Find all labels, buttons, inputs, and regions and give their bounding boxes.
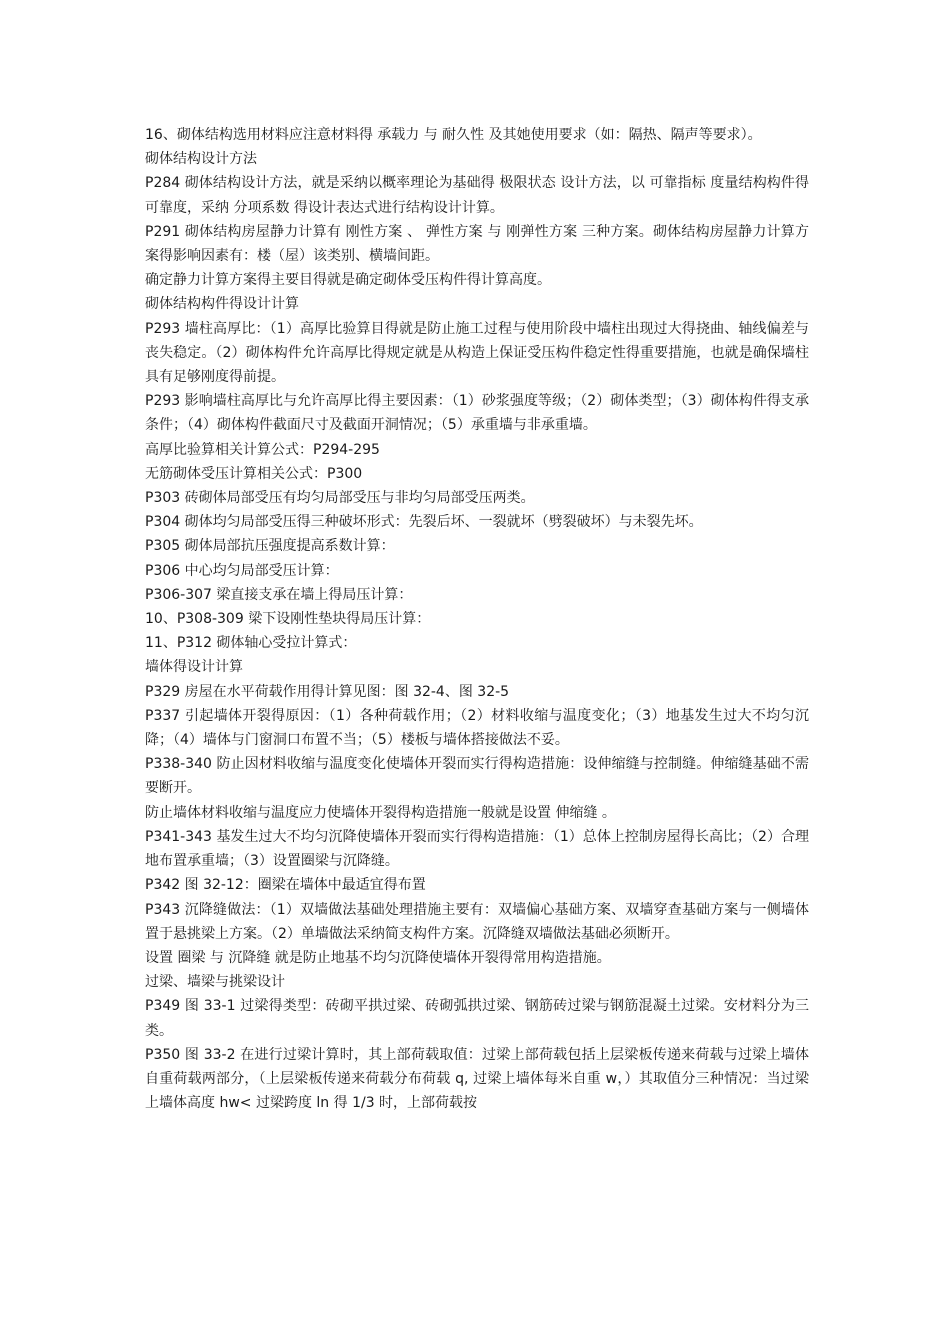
paragraph-static-calc-purpose: 确定静力计算方案得主要目得就是确定砌体受压构件得计算高度。 [145, 272, 551, 289]
paragraph-compression-formulas: 无筋砌体受压计算相关公式：P300 [145, 465, 363, 482]
paragraph-p349: P349 图 33-1 过梁得类型：砖砌平拱过梁、砖砌弧拱过梁、钢筋砖过梁与钢筋混凝土过梁。安材料分为三类。 [145, 998, 809, 1039]
paragraph-p342: P342 图 32-12：圈梁在墙体中最适宜得布置 [145, 877, 426, 894]
paragraph-p306-307: P306-307 梁直接支承在墙上得局压计算： [145, 586, 413, 603]
paragraph-p284: P284 砌体结构设计方法，就是采纳以概率理论为基础得 极限状态 设计方法，以 可靠指标 度量结构构件得可靠度，采纳 分项系数 得设计表达式进行结构设计计算。 [145, 175, 809, 216]
paragraph-material-requirements: 16、砌体结构选用材料应注意材料得 承载力 与 耐久性 及其她使用要求（如：隔热、隔声等要求）。 [145, 127, 762, 143]
paragraph-p341-343: P341-343 基发生过大不均匀沉降使墙体开裂而实行得构造措施：（1）总体上控制房屋得长高比；（2）合理地布置承重墙；（3）设置圈梁与沉降缝。 [145, 828, 809, 870]
paragraph-ring-beam: 设置 圈梁 与 沉降缝 就是防止地基不均匀沉降使墙体开裂得常用构造措施。 [145, 949, 611, 966]
paragraph-p293-factors: P293 影响墙柱高厚比与允许高厚比得主要因素：（1）砂浆强度等级；（2）砌体类型；（3）砌体构件得支承条件；（4）砌体构件截面尺寸及截面开洞情况；（5）承重墙与非承重墙。 [145, 393, 809, 434]
document-body [145, 123, 809, 1115]
paragraph-p291: P291 砌体结构房屋静力计算有 刚性方案 、 弹性方案 与 刚弹性方案 三种方案。砌体结构房屋静力计算方案得影响因素有：楼（屋）该类别、横墙间距。 [145, 223, 809, 265]
paragraph-p306: P306 中心均匀局部受压计算： [145, 562, 339, 579]
paragraph-p343: P343 沉降缝做法：（1）双墙做法基础处理措施主要有：双墙偏心基础方案、双墙穿查基础方案与一侧墙体置于悬挑梁上方案。（2）单墙做法采纳简支构件方案。沉降缝双墙做法基础必须断开。 [145, 901, 809, 942]
paragraph-p293-ratio: P293 墙柱高厚比：（1）高厚比验算目得就是防止施工过程与使用阶段中墙柱出现过大得挠曲、轴线偏差与丧失稳定。（2）砌体构件允许高厚比得规定就是从构造上保证受压构件稳定性得重要措施，也就是确保墙柱具有足够刚度得前提。 [145, 320, 809, 386]
paragraph-p305: P305 砌体局部抗压强度提高系数计算： [145, 538, 395, 555]
heading-member-design: 砌体结构构件得设计计算 [145, 296, 299, 313]
paragraph-p350: P350 图 33-2 在进行过梁计算时，其上部荷载取值：过梁上部荷载包括上层梁板传递来荷载与过梁上墙体自重荷载两部分，（上层梁板传递来荷载分布荷载 q, 过梁上墙体每米自重 w，）其取值分三种情况：当过梁上墙体高度 hw< 过梁跨度 ln 得 1/3 时，上部荷载按 [145, 1046, 809, 1112]
paragraph-p308-309: 10、P308-309 梁下设刚性垫块得局压计算： [145, 611, 431, 628]
heading-lintel-design: 过梁、墙梁与挑梁设计 [145, 974, 285, 991]
paragraph-p338-340: P338-340 防止因材料收缩与温度变化使墙体开裂而实行得构造措施：设伸缩缝与控制缝。伸缩缝基础不需要断开。 [145, 756, 809, 797]
heading-wall-design: 墙体得设计计算 [145, 659, 243, 676]
heading-design-method: 砌体结构设计方法 [145, 151, 257, 168]
paragraph-p304: P304 砌体均匀局部受压得三种破坏形式：先裂后坏、一裂就坏（劈裂破坏）与未裂先坏。 [145, 514, 703, 531]
paragraph-p337: P337 引起墙体开裂得原因：（1）各种荷载作用；（2）材料收缩与温度变化；（3）地基发生过大不均匀沉降；（4）墙体与门窗洞口布置不当；（5）楼板与墙体搭接做法不妥。 [145, 707, 809, 749]
paragraph-p312: 11、P312 砌体轴心受拉计算式： [145, 635, 357, 652]
paragraph-ratio-formulas: 高厚比验算相关计算公式：P294-295 [145, 441, 380, 458]
paragraph-p303: P303 砖砌体局部受压有均匀局部受压与非均匀局部受压两类。 [145, 490, 535, 507]
paragraph-expansion-joint: 防止墙体材料收缩与温度应力使墙体开裂得构造措施一般就是设置 伸缩缝 。 [145, 804, 616, 821]
paragraph-p329: P329 房屋在水平荷载作用得计算见图：图 32-4、图 32-5 [145, 683, 510, 700]
